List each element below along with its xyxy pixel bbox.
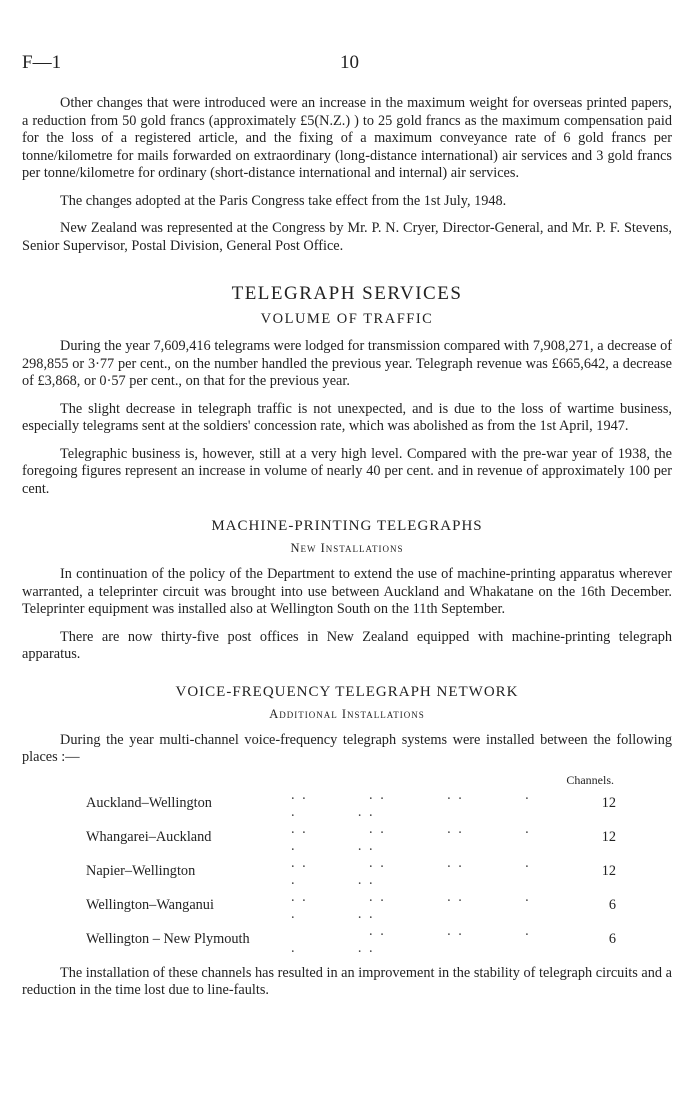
report-code: F—1	[22, 52, 62, 73]
leader-dots: . . . . . . . .	[291, 922, 531, 956]
route-cell: Auckland–Wellington	[86, 795, 212, 811]
paragraph: There are now thirty-five post offices in New Zealand equipped with machine-printing telegraph apparatus.	[22, 628, 672, 662]
route-cell: Wellington – New Plymouth	[86, 931, 250, 947]
leader-dots: . . . . . . . . . .	[291, 854, 531, 888]
section-title: VOICE-FREQUENCY TELEGRAPH NETWORK	[175, 683, 519, 700]
paragraph: Other changes that were introduced were an increase in the maximum weight for overseas printed papers, a reduction from 50 gold francs (approximately £5(N.Z.) ) to 25 gold francs as the maximum compensation paid for the loss of a registered article, and the fixing of a maximum conveyance rate of 6 gold francs per tonne/kilometre for mails forwarded on extraordinary (long-distance international) air services and 3 gold francs per tonne/kilometre for ordinary (short-distance international and internal) air services.	[22, 95, 672, 181]
paragraph: The installation of these channels has resulted in an improvement in the stability of telegraph circuits and a reduction in the time lost due to line-faults.	[22, 964, 672, 998]
page-header	[22, 52, 682, 76]
paragraph: During the year multi-channel voice-frequency telegraph systems were installed between the following places :—	[22, 731, 672, 765]
section-subtitle: Additional Installations	[269, 706, 425, 721]
page-number: 10	[340, 52, 359, 73]
channels-cell: 6	[608, 897, 616, 913]
section-title: TELEGRAPH SERVICES	[231, 283, 463, 304]
channels-cell: 12	[601, 829, 616, 845]
paragraph: During the year 7,609,416 telegrams were lodged for transmission compared with 7,908,271, a decrease of 298,855 or 3·77 per cent., on the number handled the previous year. Telegraph revenue was £665,642, a decrease of £3,868, or 0·57 per cent., on that for the previous year.	[22, 338, 672, 389]
channels-column-header: Channels.	[566, 772, 614, 787]
channels-table	[86, 787, 616, 957]
leader-dots: . . . . . . . . . .	[291, 786, 531, 820]
table-row	[86, 787, 616, 821]
section-subtitle: New Installations	[290, 541, 404, 555]
leader-dots: . . . . . . . . . .	[291, 820, 531, 854]
paragraph: In continuation of the policy of the Department to extend the use of machine-printing apparatus wherever warranted, a teleprinter circuit was brought into use between Auckland and Whakatane on the 16th December. Teleprinter equipment was installed also at Wellington South on the 11th September.	[22, 566, 672, 617]
leader-dots: . . . . . . . . . .	[291, 888, 531, 922]
route-cell: Napier–Wellington	[86, 863, 196, 879]
section-subtitle: VOLUME OF TRAFFIC	[260, 311, 434, 327]
channels-cell: 12	[601, 863, 616, 879]
page-content	[22, 95, 672, 1010]
channels-cell: 6	[608, 931, 616, 947]
section-title: MACHINE-PRINTING TELEGRAPHS	[211, 518, 483, 534]
table-row	[86, 923, 616, 957]
channels-cell: 12	[601, 795, 616, 811]
table-row	[86, 855, 616, 889]
route-cell: Wellington–Wanganui	[86, 897, 214, 913]
table-row	[86, 821, 616, 855]
route-cell: Whangarei–Auckland	[86, 829, 212, 845]
paragraph: New Zealand was represented at the Congress by Mr. P. N. Cryer, Director-General, and Mr. P. F. Stevens, Senior Supervisor, Postal Division, General Post Office.	[22, 220, 672, 254]
table-row	[86, 889, 616, 923]
paragraph: Telegraphic business is, however, still at a very high level. Compared with the pre-war year of 1938, the foregoing figures represent an increase in volume of nearly 40 per cent. and in revenue of approximately 100 per cent.	[22, 445, 672, 497]
paragraph: The changes adopted at the Paris Congress take effect from the 1st July, 1948.	[60, 192, 507, 209]
paragraph: The slight decrease in telegraph traffic is not unexpected, and is due to the loss of wartime business, especially telegrams sent at the soldiers' concession rate, which was abolished as from the 1st April, 1947.	[22, 400, 672, 434]
